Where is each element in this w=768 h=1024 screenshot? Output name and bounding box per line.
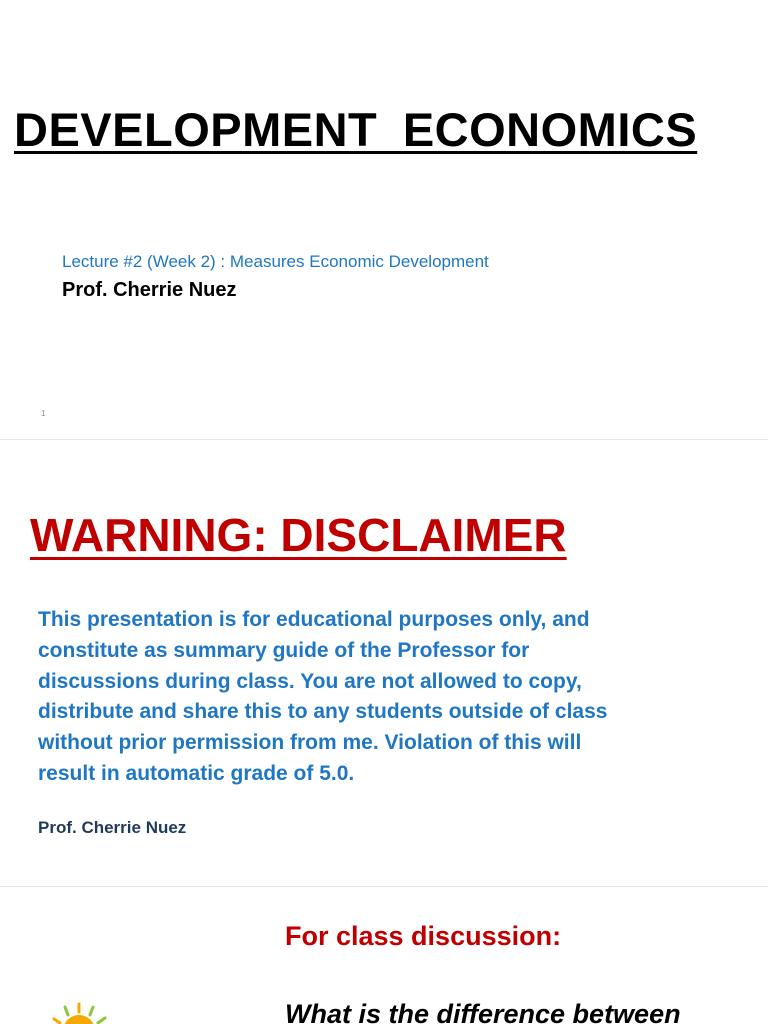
disclaimer-line: result in automatic grade of 5.0.	[38, 761, 355, 785]
slide-number: 1	[41, 409, 46, 418]
disclaimer-text	[38, 605, 658, 790]
disclaimer-line: discussions during class. You are not allowed to copy,	[38, 669, 582, 693]
disclaimer-line: distribute and share this to any students outside of class	[38, 700, 608, 724]
professor-name: Prof. Cherrie Nuez	[62, 279, 237, 301]
disclaimer-slide	[0, 448, 768, 878]
discussion-heading: For class discussion:	[285, 921, 562, 951]
disclaimer-line: constitute as summary guide of the Professor for	[38, 638, 530, 662]
disclaimer-line: This presentation is for educational purposes only, and	[38, 608, 590, 631]
lecture-subtitle: Lecture #2 (Week 2) : Measures Economic Development	[62, 252, 489, 271]
warning-title: WARNING: DISCLAIMER	[30, 509, 567, 561]
slide-divider	[0, 439, 768, 440]
discussion-slide	[0, 895, 768, 1024]
main-title: DEVELOPMENT ECONOMICS	[14, 103, 698, 156]
title-slide	[0, 0, 768, 430]
slide-divider	[0, 886, 768, 887]
sun-icon	[46, 1001, 116, 1024]
discussion-question: What is the difference between	[285, 999, 681, 1024]
disclaimer-line: without prior permission from me. Violation of this will	[38, 731, 582, 755]
disclaimer-signoff: Prof. Cherrie Nuez	[38, 818, 187, 837]
